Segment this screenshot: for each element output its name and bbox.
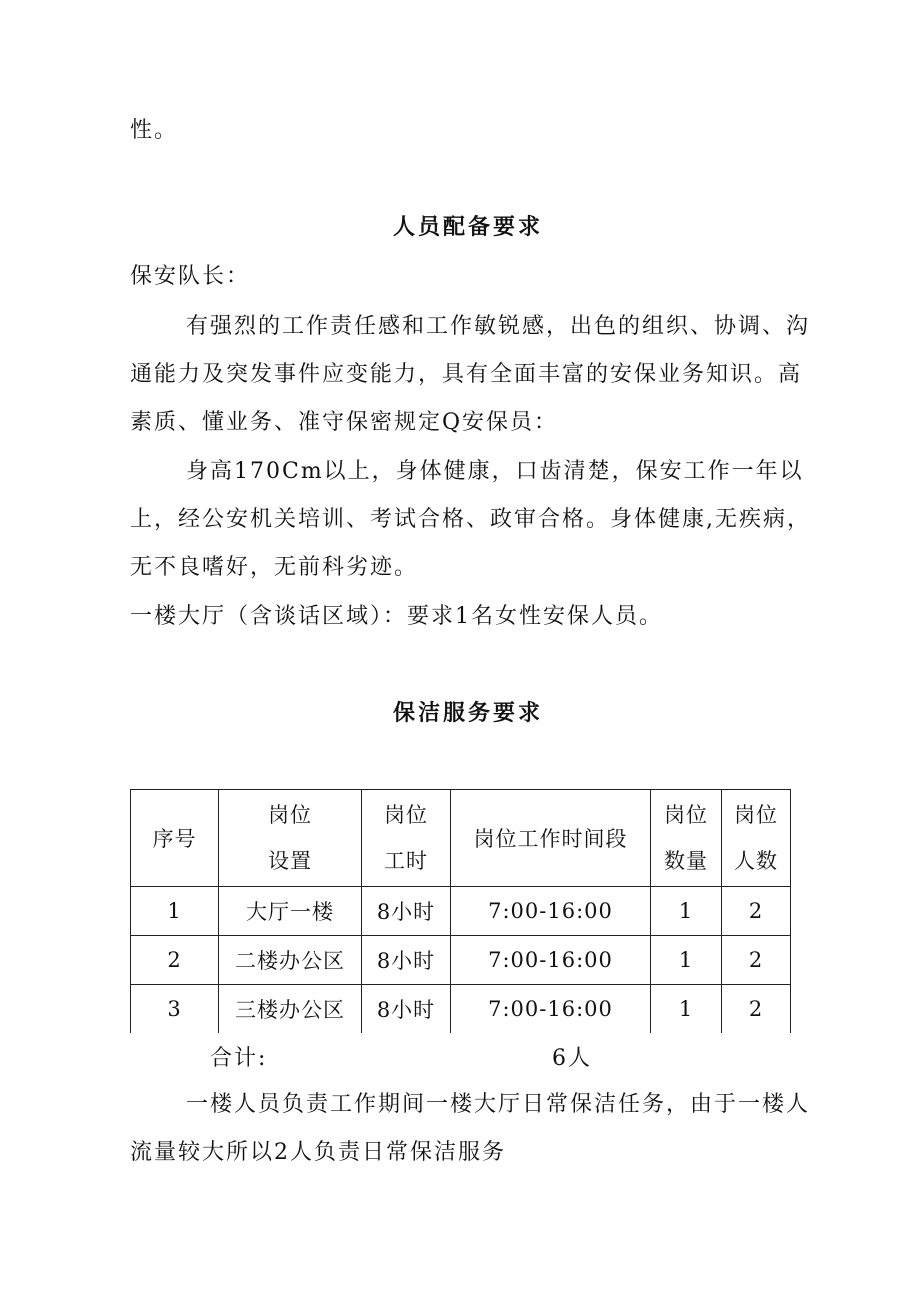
total-label: 合计: — [210, 1046, 268, 1071]
captain-text-line-2: 通能力及突发事件应变能力，具有全面丰富的安保业务知识。高 — [130, 362, 803, 387]
cell-no: 3 — [131, 985, 219, 1034]
cleaning-staff-table — [130, 789, 791, 1033]
cell-period: 7:00-16:00 — [451, 985, 651, 1034]
cell-period: 7:00-16:00 — [451, 936, 651, 985]
cell-people: 2 — [722, 985, 791, 1034]
table-row — [131, 985, 791, 1034]
guard-text-line-3: 无不良嗜好，无前科劣迹。 — [130, 555, 419, 580]
cleaning-section-title: 保洁服务要求 — [393, 700, 544, 726]
cell-post: 大厅一楼 — [219, 887, 362, 936]
captain-text-line-1: 有强烈的工作责任感和工作敏锐感，出色的组织、协调、沟 — [186, 314, 811, 339]
staffing-section-title: 人员配备要求 — [393, 214, 544, 240]
cell-hours: 8小时 — [362, 887, 451, 936]
cleaning-note-line-2: 流量较大所以2人负责日常保洁服务 — [130, 1140, 506, 1165]
header-people: 岗位 人数 — [722, 790, 791, 887]
guard-text-line-2: 上，经公安机关培训、考试合格、政审合格。身体健康,无疾病， — [130, 507, 811, 532]
total-value: 6人 — [552, 1046, 592, 1071]
lobby-requirement: 一楼大厅（含谈话区域）：要求1名女性安保人员。 — [130, 604, 663, 629]
cell-count: 1 — [651, 936, 722, 985]
cell-people: 2 — [722, 936, 791, 985]
guard-text-line-1: 身高170Cm以上，身体健康，口齿清楚，保安工作一年以 — [186, 459, 804, 484]
captain-text-line-3: 素质、懂业务、准守保密规定Q安保员： — [130, 410, 559, 435]
header-no: 序号 — [131, 790, 219, 887]
table-header-row — [131, 790, 791, 887]
cell-people: 2 — [722, 887, 791, 936]
cell-no: 1 — [131, 887, 219, 936]
table-row — [131, 936, 791, 985]
cell-count: 1 — [651, 985, 722, 1034]
header-hours: 岗位 工时 — [362, 790, 451, 887]
cell-period: 7:00-16:00 — [451, 887, 651, 936]
captain-label: 保安队长： — [130, 264, 251, 289]
header-post: 岗位 设置 — [219, 790, 362, 887]
header-period: 岗位工作时间段 — [451, 790, 651, 887]
table-row — [131, 887, 791, 936]
cell-hours: 8小时 — [362, 985, 451, 1034]
cell-post: 三楼办公区 — [219, 985, 362, 1034]
cell-post: 二楼办公区 — [219, 936, 362, 985]
cleaning-note-line-1: 一楼人员负责工作期间一楼大厅日常保洁任务，由于一楼人 — [186, 1092, 811, 1117]
cell-count: 1 — [651, 887, 722, 936]
cell-no: 2 — [131, 936, 219, 985]
header-count: 岗位 数量 — [651, 790, 722, 887]
paragraph-fragment: 性。 — [130, 118, 179, 143]
cell-hours: 8小时 — [362, 936, 451, 985]
